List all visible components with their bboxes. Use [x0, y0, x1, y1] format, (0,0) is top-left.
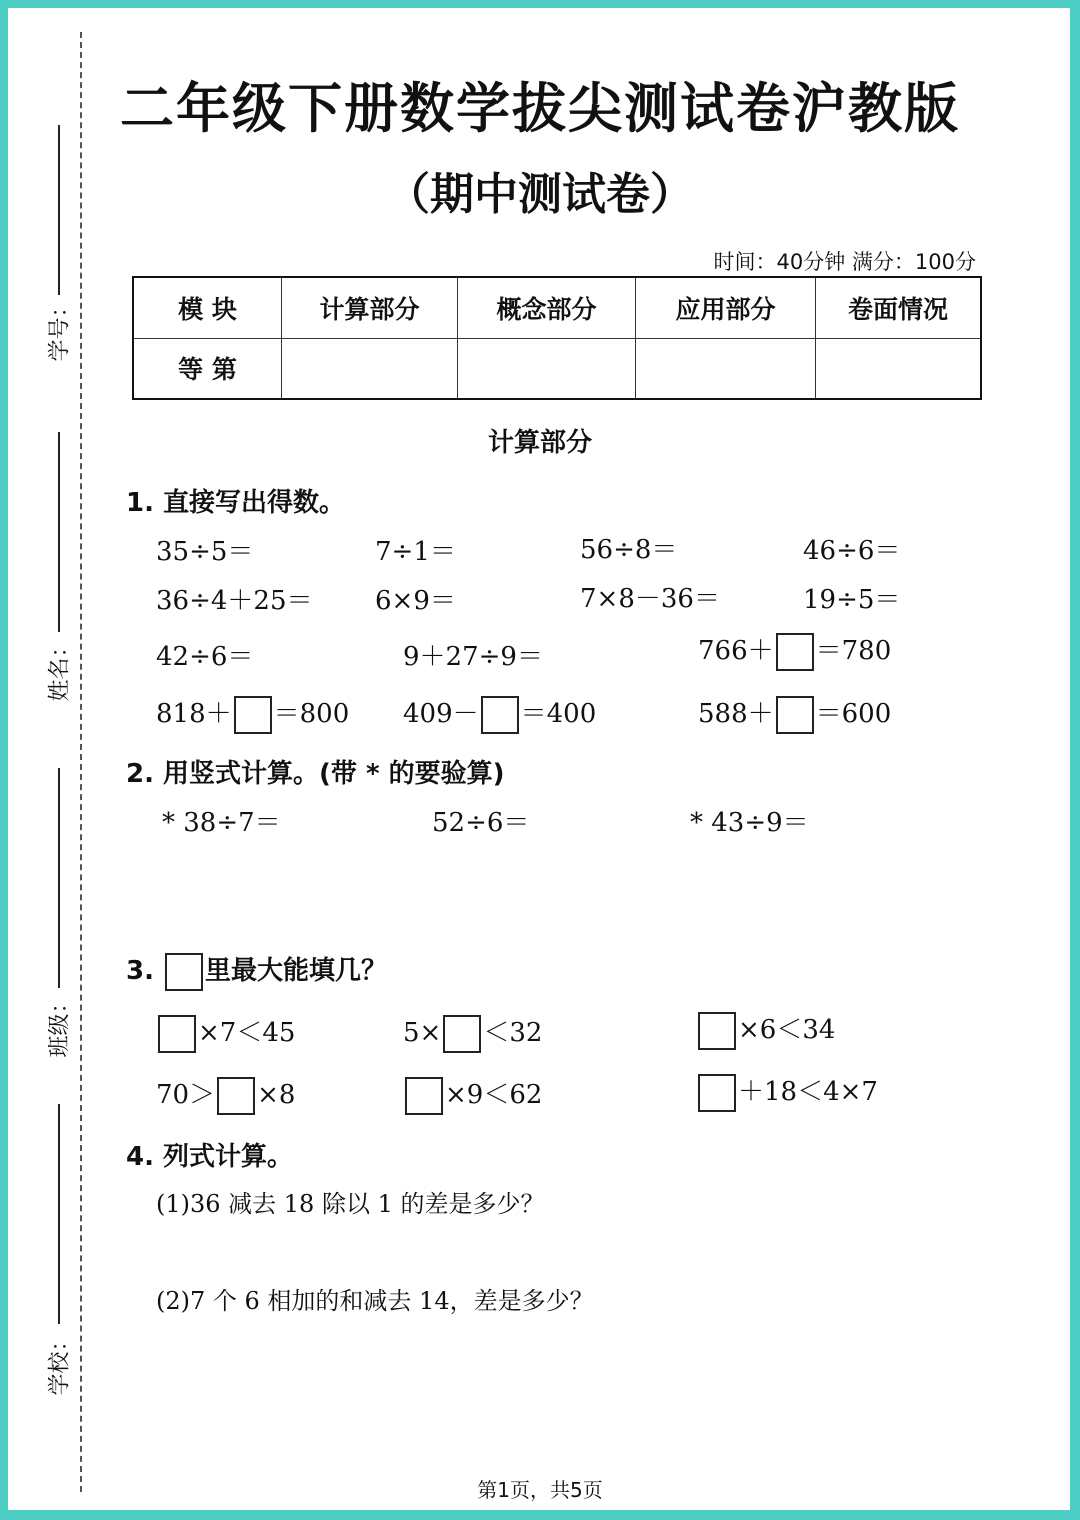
q1-r4-item3-post: ＝600 [815, 699, 892, 729]
answer-box[interactable] [217, 1077, 255, 1115]
q1-r4-item3-pre: 588＋ [698, 699, 774, 729]
score-cell-neatness[interactable] [816, 338, 982, 399]
q3-number: 3. [126, 956, 154, 986]
section-title: 计算部分 [487, 428, 592, 458]
score-header-module: 模 块 [133, 277, 282, 338]
q2-item1: * 38÷7＝ [162, 808, 281, 838]
q2-item3: * 43÷9＝ [690, 808, 809, 838]
q1-r1-item1: 35÷5＝ [156, 537, 254, 567]
class-line [58, 768, 60, 988]
q1-r3-item3 [698, 630, 891, 671]
class-label: 班级： [47, 991, 73, 1058]
q3-heading-text: 里最大能填几？ [205, 956, 388, 986]
q1-r4-item1-post: ＝800 [273, 699, 350, 729]
page-subtitle: （期中测试卷） [386, 169, 694, 220]
answer-box[interactable] [405, 1077, 443, 1115]
q1-r4-item2 [403, 693, 596, 734]
q1-r4-item3 [698, 693, 891, 734]
q1-r4-item2-pre: 409－ [403, 699, 479, 729]
q4-item1: (1)36 减去 18 除以 1 的差是多少？ [156, 1190, 545, 1218]
q4-heading: 4. 列式计算。 [126, 1142, 294, 1172]
score-header-application: 应用部分 [636, 277, 816, 338]
q3-r2-item3-post: ＋18＜4×7 [738, 1077, 878, 1107]
q1-r1-item4: 46÷6＝ [803, 536, 901, 566]
q3-r1-item1 [156, 1012, 295, 1053]
q3-r2-item2-post: ×9＜62 [445, 1080, 543, 1110]
page-footer: 第1页，共5页 [477, 1478, 603, 1502]
q1-r3-item3-pre: 766＋ [698, 636, 774, 666]
student-no-label: 学号： [47, 295, 73, 362]
binding-dashed-line [80, 32, 82, 1492]
q1-r2-item2: 6×9＝ [375, 586, 456, 616]
q3-r1-item2 [403, 1012, 542, 1053]
answer-box[interactable] [234, 696, 272, 734]
q3-r2-item3 [696, 1071, 878, 1112]
q3-r2-item1-post: ×8 [257, 1080, 296, 1110]
score-header-concept: 概念部分 [458, 277, 636, 338]
answer-box[interactable] [776, 696, 814, 734]
q1-heading: 1. 直接写出得数。 [126, 488, 346, 518]
score-cell-concept[interactable] [458, 338, 636, 399]
name-line [58, 432, 60, 632]
q1-r3-item2: 9＋27÷9＝ [403, 642, 543, 672]
q1-r1-item2: 7÷1＝ [375, 537, 456, 567]
score-table [132, 276, 982, 400]
q1-r2-item1: 36÷4＋25＝ [156, 586, 313, 616]
q1-r3-item3-post: ＝780 [815, 636, 892, 666]
q1-r1-item3: 56÷8＝ [580, 535, 678, 565]
school-line [58, 1104, 60, 1324]
q1-r2-item4: 19÷5＝ [803, 585, 901, 615]
q3-r2-item2 [403, 1074, 542, 1115]
school-label: 学校： [47, 1329, 73, 1396]
answer-box[interactable] [443, 1015, 481, 1053]
q3-r1-item2-post: ＜32 [483, 1018, 543, 1048]
score-row-label: 等 第 [133, 338, 282, 399]
blank-box-icon [165, 953, 203, 991]
answer-box[interactable] [698, 1012, 736, 1050]
name-label: 姓名： [47, 635, 73, 702]
score-cell-calc[interactable] [282, 338, 458, 399]
q3-r1-item1-post: ×7＜45 [198, 1018, 296, 1048]
q3-heading [126, 950, 387, 991]
q1-r4-item1 [156, 693, 349, 734]
q2-heading: 2. 用竖式计算。(带 * 的要验算) [126, 759, 505, 789]
q3-r2-item1-pre: 70＞ [156, 1080, 216, 1110]
q3-r2-item1 [156, 1074, 295, 1115]
q3-r1-item3 [696, 1009, 835, 1050]
answer-box[interactable] [776, 633, 814, 671]
answer-box[interactable] [698, 1074, 736, 1112]
score-header-neatness: 卷面情况 [816, 277, 982, 338]
q1-r3-item1: 42÷6＝ [156, 642, 254, 672]
exam-meta: 时间：40分钟 满分：100分 [713, 250, 976, 274]
page-title: 二年级下册数学拔尖测试卷沪教版 [120, 77, 960, 140]
q2-item2: 52÷6＝ [432, 808, 530, 838]
q4-item2: (2)7 个 6 相加的和减去 14，差是多少？ [156, 1287, 594, 1315]
score-cell-application[interactable] [636, 338, 816, 399]
q1-r4-item1-pre: 818＋ [156, 699, 232, 729]
answer-box[interactable] [481, 696, 519, 734]
q3-r1-item2-pre: 5× [403, 1018, 442, 1048]
q1-r2-item3: 7×8－36＝ [580, 584, 720, 614]
q1-r4-item2-post: ＝400 [520, 699, 597, 729]
score-header-calc: 计算部分 [282, 277, 458, 338]
q3-r1-item3-post: ×6＜34 [738, 1015, 836, 1045]
answer-box[interactable] [158, 1015, 196, 1053]
